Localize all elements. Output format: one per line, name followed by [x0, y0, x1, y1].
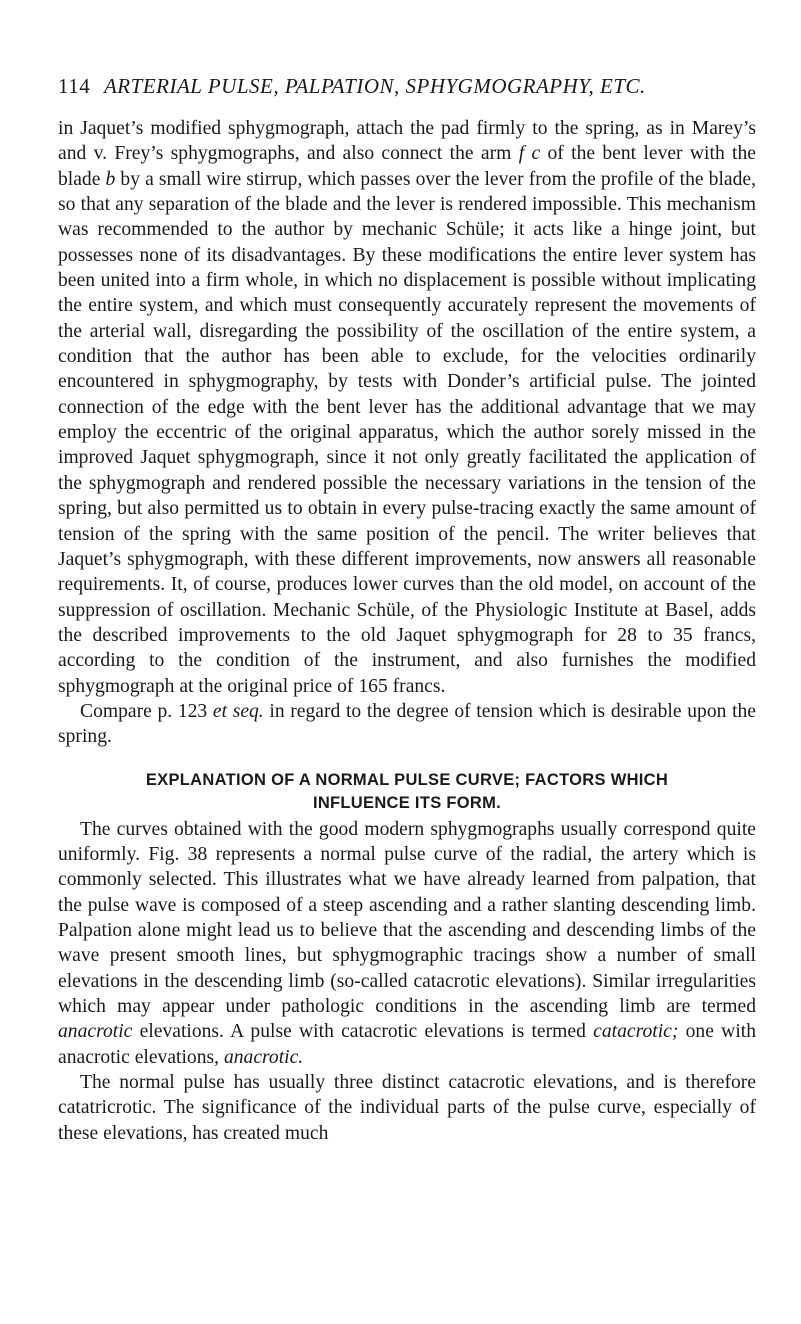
section-heading	[58, 769, 756, 815]
section-heading-line-2: INFLUENCE ITS FORM.	[312, 793, 502, 812]
text-run: of the bent lever with the blade	[58, 143, 756, 190]
section-heading-line-1: EXPLANATION OF A NORMAL PULSE CURVE; FACTORS WHICH	[145, 770, 669, 789]
paragraph-3	[58, 817, 756, 1070]
italic-run: et seq.	[212, 700, 264, 722]
paragraph-1	[58, 116, 756, 699]
italic-run: catacrotic;	[593, 1021, 679, 1043]
paragraph-2	[58, 699, 756, 750]
text-run: elevations. A pulse with catacrotic elevations is termed	[132, 1021, 594, 1043]
paragraph-4	[58, 1070, 756, 1146]
italic-run: b	[105, 168, 116, 190]
text-run: The normal pulse has usually three distinct catacrotic elevations, and is therefore catatricrotic. The significance of the individual parts of the pulse curve, especially of these elevations, has created much	[58, 1072, 756, 1144]
body-text	[58, 116, 756, 1146]
text-run: Compare p. 123	[80, 700, 213, 722]
page-number: 114	[58, 74, 91, 98]
text-run: in regard to the degree of tension which is desirable upon the spring.	[58, 700, 757, 748]
italic-run: anacrotic.	[223, 1046, 304, 1068]
running-header	[58, 74, 758, 99]
text-run: The curves obtained with the good modern sphygmographs usually correspond quite uniformly. Fig. 38 represents a normal pulse curve of the radial, the artery which is commonly selected. This illustrates what we have already learned from palpation, that the pulse wave is composed of a steep ascending and a rather slanting descending limb. Palpation alone might lead us to believe that the ascending and descending limbs of the wave present smooth lines, but sphygmographic tracings show a number of small elevations in the descending limb (so-called catacrotic elevations). Similar irregularities which may appear under pathologic conditions in the ascending limb are termed	[58, 818, 756, 1017]
italic-run: f c	[518, 143, 541, 165]
italic-run: anacrotic	[58, 1021, 133, 1043]
running-title: ARTERIAL PULSE, PALPATION, SPHYGMOGRAPHY, ETC.	[103, 74, 646, 98]
text-run: one with anacrotic elevations,	[58, 1021, 757, 1068]
text-run: by a small wire stirrup, which passes over the lever from the profile of the blade, so that any separation of the blade and the lever is rendered impossible. This mechanism was recommended to the author by mechanic Schüle; it acts like a hinge joint, but possesses none of its disadvantages. By these modifications the entire lever system has been united into a firm whole, in which no displacement is possible without implicating the entire system, and which must consequently accurately represent the movements of the arterial wall, disregarding the possibility of the oscillation of the entire system, a condition that the author has been able to exclude, for the velocities ordinarily encountered in sphygmography, by tests with Donder’s artificial pulse. The jointed connection of the edge with the bent lever has the additional advantage that we may employ the eccentric of the original apparatus, which the author sorely missed in the improved Jaquet sphygmograph, since it not only greatly facilitated the application of the sphygmograph and rendered possible the necessary variations in the tension of the spring, but also permitted us to obtain in every pulse-tracing exactly the same amount of tension of the spring with the same position of the pencil. The writer believes that Jaquet’s sphygmograph, with these different improvements, now answers all reasonable requirements. It, of course, produces lower curves than the old model, on account of the suppression of oscillation. Mechanic Schüle, of the Physiologic Institute at Basel, adds the described improvements to the old Jaquet sphygmograph for 28 to 35 francs, according to the condition of the instrument, and also furnishes the modified sphygmograph at the original price of 165 francs.	[58, 168, 757, 697]
text-run: in Jaquet’s modified sphygmograph, attach the pad firmly to the spring, as in Marey’s and v. Frey’s sphygmographs, and also connect the arm	[58, 118, 756, 165]
